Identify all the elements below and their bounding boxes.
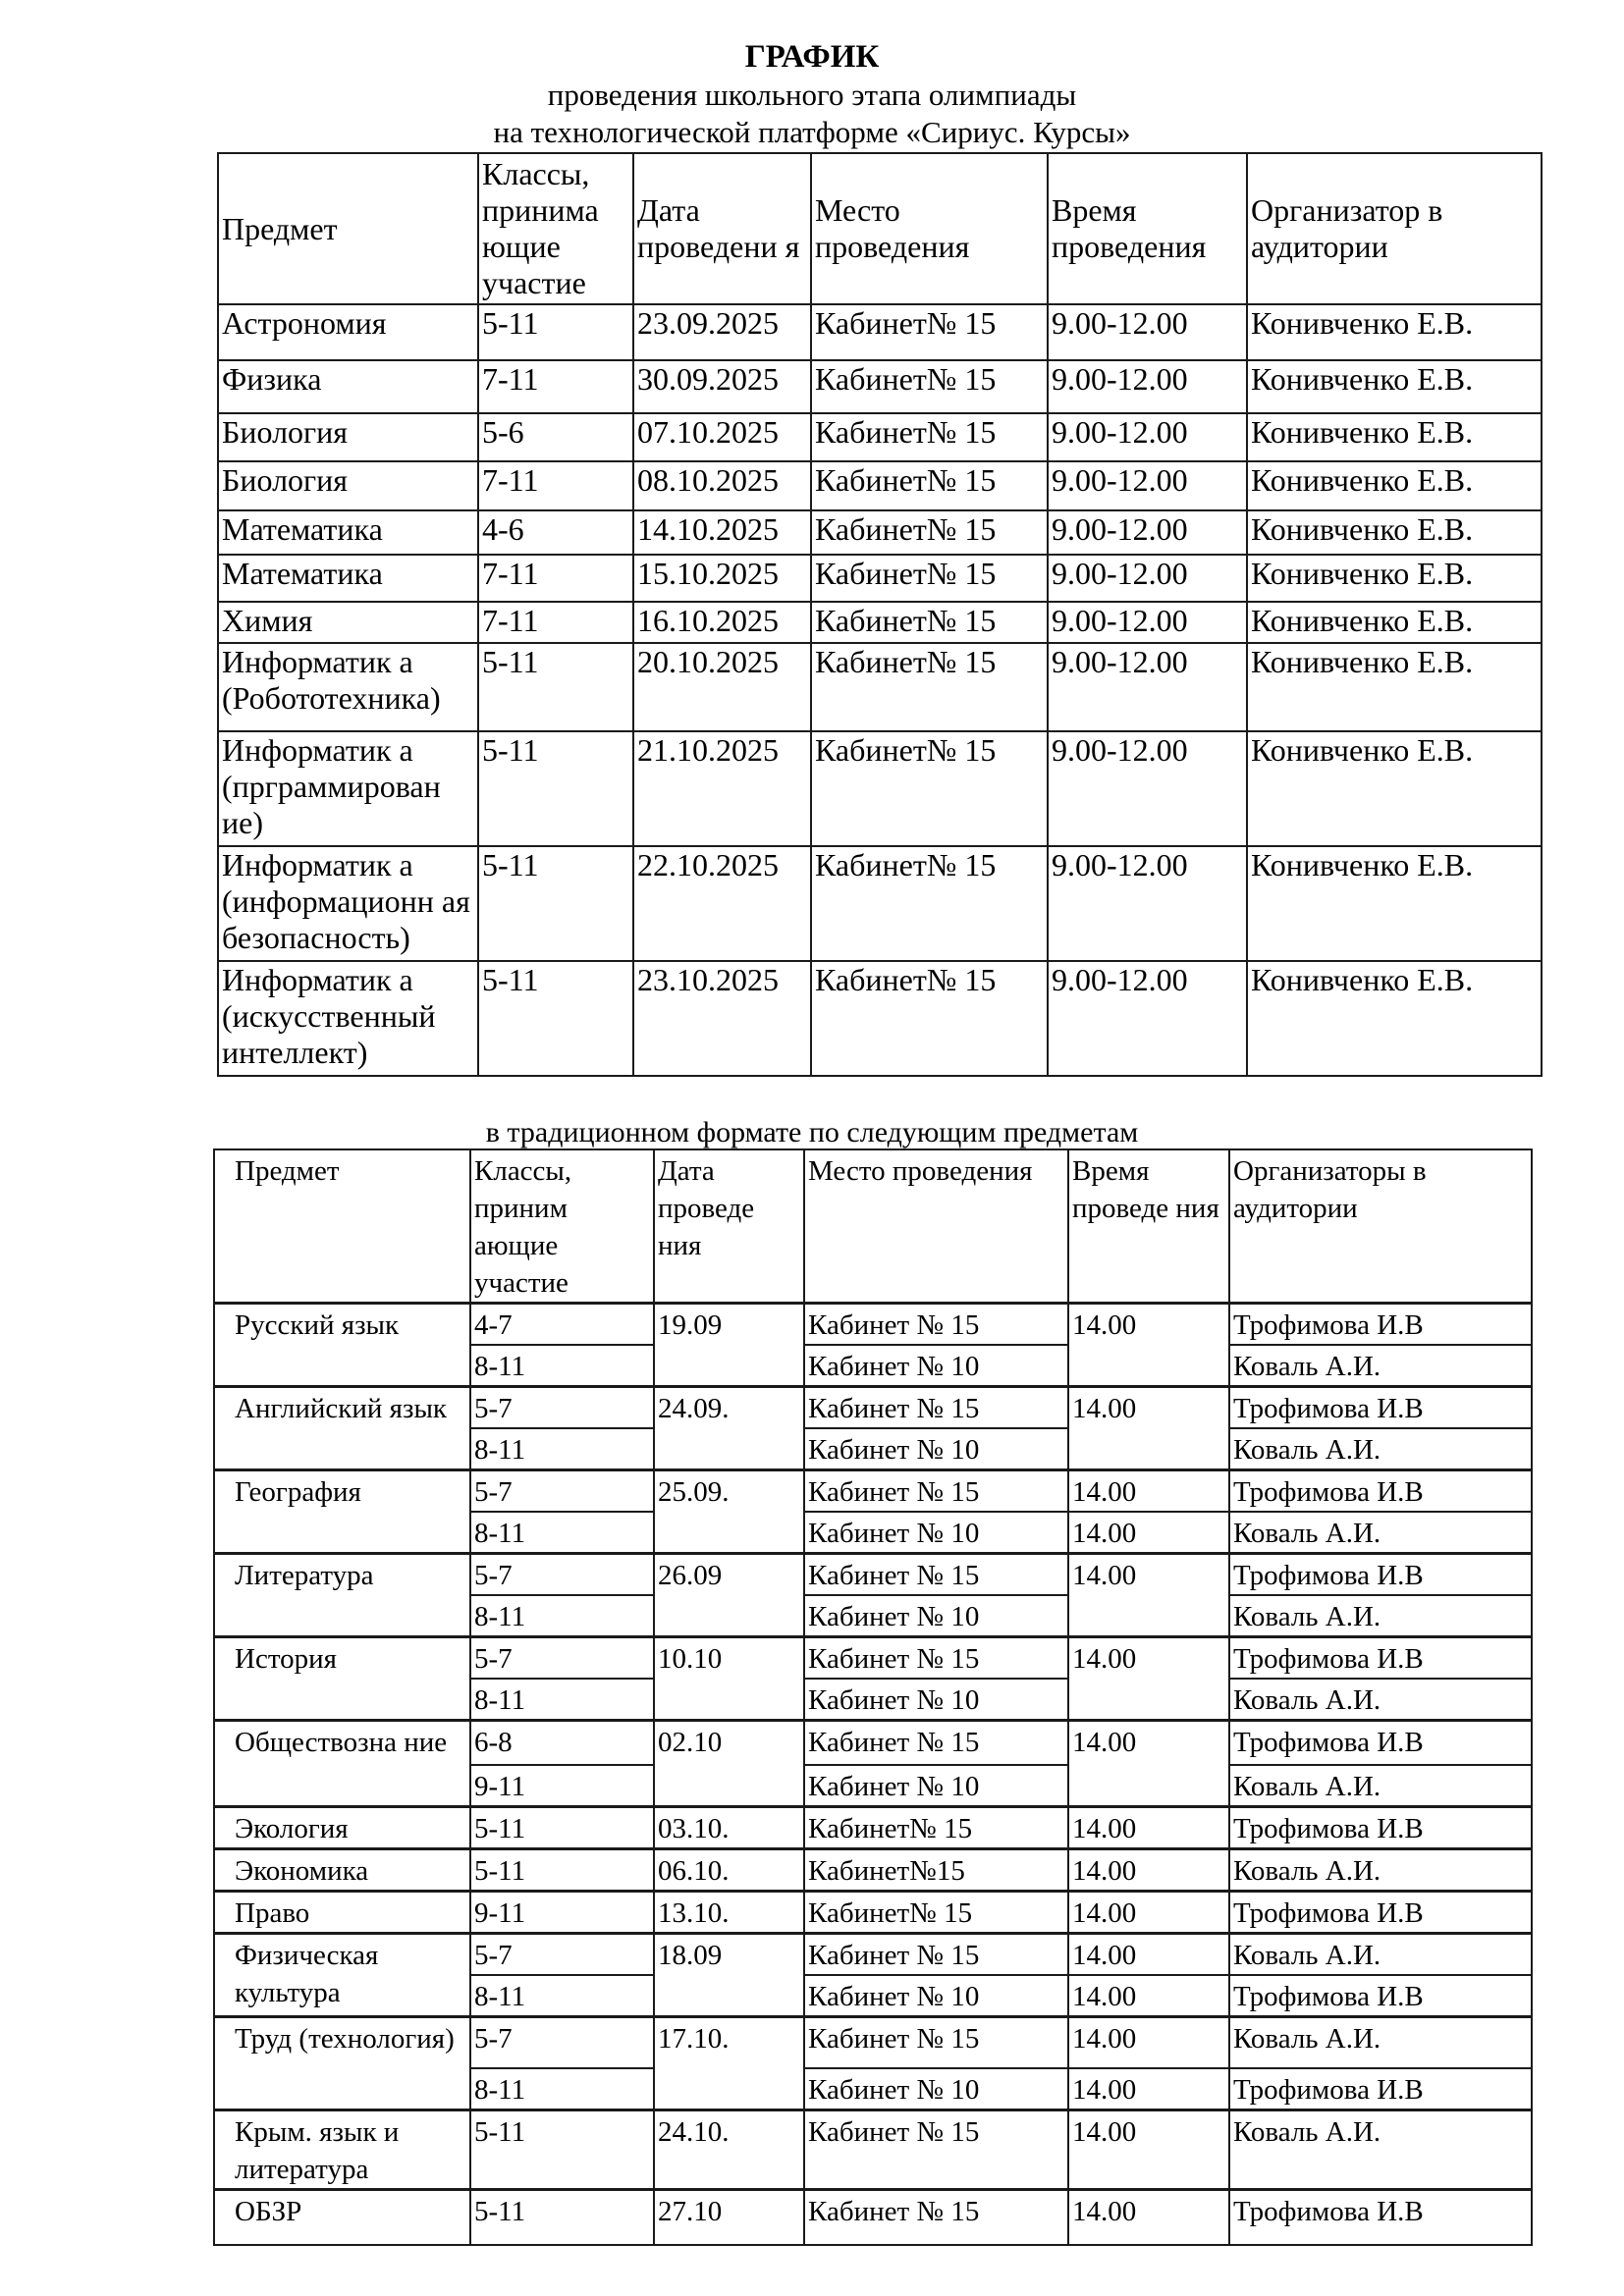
place-cell: Кабинет № 15 xyxy=(804,2189,1068,2245)
date-cell: 18.09 xyxy=(654,1934,804,2017)
grades-cell: 7-11 xyxy=(478,360,633,413)
organizer-cell: Трофимова И.В xyxy=(1229,1892,1532,1934)
date-cell: 27.10 xyxy=(654,2189,804,2245)
time-cell: 9.00-12.00 xyxy=(1048,643,1247,731)
date-cell: 23.10.2025 xyxy=(633,961,811,1076)
organizer-cell: Коваль А.И. xyxy=(1229,1512,1532,1554)
place-cell: Кабинет№ 15 xyxy=(811,360,1048,413)
column-header-place: Место проведения xyxy=(804,1149,1068,1304)
organizer-cell: Коваль А.И. xyxy=(1229,1679,1532,1721)
table-row xyxy=(218,510,1542,555)
table-row xyxy=(214,1304,1532,1346)
organizer-cell: Трофимова И.В xyxy=(1229,1975,1532,2017)
online-olympiad-schedule-table xyxy=(217,152,1543,1077)
organizer-cell: Конивченко Е.В. xyxy=(1247,643,1542,731)
time-cell: 9.00-12.00 xyxy=(1048,602,1247,643)
place-cell: Кабинет№ 15 xyxy=(811,413,1048,461)
date-cell: 16.10.2025 xyxy=(633,602,811,643)
time-cell: 9.00-12.00 xyxy=(1048,961,1247,1076)
grades-cell: 8-11 xyxy=(470,1512,654,1554)
place-cell: Кабинет № 10 xyxy=(804,1428,1068,1470)
table-row xyxy=(214,1470,1532,1513)
place-cell: Кабинет № 15 xyxy=(804,1721,1068,1765)
date-cell: 20.10.2025 xyxy=(633,643,811,731)
time-cell: 14.00 xyxy=(1068,1892,1229,1934)
date-cell: 30.09.2025 xyxy=(633,360,811,413)
subject-cell: Информатик а (искусственный интеллект) xyxy=(218,961,478,1076)
organizer-cell: Трофимова И.В xyxy=(1229,1470,1532,1513)
table-row xyxy=(218,961,1542,1076)
place-cell: Кабинет № 10 xyxy=(804,2068,1068,2110)
table-row xyxy=(218,360,1542,413)
grades-cell: 5-7 xyxy=(470,1554,654,1596)
time-cell: 9.00-12.00 xyxy=(1048,731,1247,846)
organizer-cell: Конивченко Е.В. xyxy=(1247,510,1542,555)
document-subtitle-line2: на технологической платформе «Сириус. Курсы» xyxy=(493,115,1131,149)
time-cell: 9.00-12.00 xyxy=(1048,304,1247,360)
place-cell: Кабинет № 15 xyxy=(804,2017,1068,2068)
grades-cell: 7-11 xyxy=(478,602,633,643)
place-cell: Кабинет № 10 xyxy=(804,1975,1068,2017)
organizer-cell: Коваль А.И. xyxy=(1229,2017,1532,2068)
time-cell: 14.00 xyxy=(1068,1304,1229,1387)
place-cell: Кабинет№ 15 xyxy=(811,510,1048,555)
date-cell: 25.09. xyxy=(654,1470,804,1554)
grades-cell: 5-7 xyxy=(470,1387,654,1429)
organizer-cell: Конивченко Е.В. xyxy=(1247,413,1542,461)
grades-cell: 8-11 xyxy=(470,1975,654,2017)
organizer-cell: Конивченко Е.В. xyxy=(1247,731,1542,846)
table-row xyxy=(214,1807,1532,1849)
time-cell: 14.00 xyxy=(1068,2189,1229,2245)
time-cell: 14.00 xyxy=(1068,1934,1229,1976)
time-cell: 14.00 xyxy=(1068,1470,1229,1513)
date-cell: 13.10. xyxy=(654,1892,804,1934)
place-cell: Кабинет № 10 xyxy=(804,1345,1068,1387)
time-cell: 14.00 xyxy=(1068,1849,1229,1892)
time-cell: 14.00 xyxy=(1068,1637,1229,1721)
date-cell: 19.09 xyxy=(654,1304,804,1387)
organizer-cell: Конивченко Е.В. xyxy=(1247,304,1542,360)
table-row xyxy=(214,2189,1532,2245)
organizer-cell: Конивченко Е.В. xyxy=(1247,846,1542,961)
grades-cell: 8-11 xyxy=(470,1345,654,1387)
place-cell: Кабинет № 15 xyxy=(804,1554,1068,1596)
organizer-cell: Трофимова И.В xyxy=(1229,1721,1532,1765)
subject-cell: История xyxy=(214,1637,470,1721)
table-row xyxy=(218,846,1542,961)
subject-cell: ОБЗР xyxy=(214,2189,470,2245)
time-cell: 9.00-12.00 xyxy=(1048,461,1247,510)
grades-cell: 9-11 xyxy=(470,1765,654,1807)
column-header-subject: Предмет xyxy=(218,153,478,304)
table-header-row xyxy=(214,1149,1532,1304)
date-cell: 14.10.2025 xyxy=(633,510,811,555)
grades-cell: 8-11 xyxy=(470,2068,654,2110)
place-cell: Кабинет№ 15 xyxy=(811,846,1048,961)
place-cell: Кабинет № 10 xyxy=(804,1679,1068,1721)
time-cell: 9.00-12.00 xyxy=(1048,510,1247,555)
place-cell: Кабинет № 15 xyxy=(804,1934,1068,1976)
date-cell: 22.10.2025 xyxy=(633,846,811,961)
subject-cell: Физика xyxy=(218,360,478,413)
grades-cell: 5-7 xyxy=(470,1637,654,1680)
organizer-cell: Конивченко Е.В. xyxy=(1247,961,1542,1076)
grades-cell: 5-11 xyxy=(470,1849,654,1892)
subject-cell: Математика xyxy=(218,510,478,555)
place-cell: Кабинет № 15 xyxy=(804,1637,1068,1680)
grades-cell: 9-11 xyxy=(470,1892,654,1934)
time-cell: 14.00 xyxy=(1068,2068,1229,2110)
date-cell: 10.10 xyxy=(654,1637,804,1721)
organizer-cell: Трофимова И.В xyxy=(1229,1387,1532,1429)
place-cell: Кабинет № 10 xyxy=(804,1595,1068,1637)
date-cell: 24.09. xyxy=(654,1387,804,1470)
organizer-cell: Конивченко Е.В. xyxy=(1247,602,1542,643)
time-cell: 14.00 xyxy=(1068,1554,1229,1637)
grades-cell: 4-6 xyxy=(478,510,633,555)
organizer-cell: Трофимова И.В xyxy=(1229,1304,1532,1346)
subject-cell: Экология xyxy=(214,1807,470,1849)
date-cell: 07.10.2025 xyxy=(633,413,811,461)
time-cell: 14.00 xyxy=(1068,1807,1229,1849)
time-cell: 9.00-12.00 xyxy=(1048,555,1247,602)
grades-cell: 7-11 xyxy=(478,555,633,602)
column-header-grades: Классы, приним ающие участие xyxy=(470,1149,654,1304)
grades-cell: 5-11 xyxy=(478,643,633,731)
organizer-cell: Трофимова И.В xyxy=(1229,1637,1532,1680)
subject-cell: Информатик а (информационн ая безопасность) xyxy=(218,846,478,961)
date-cell: 15.10.2025 xyxy=(633,555,811,602)
table-row xyxy=(214,1849,1532,1892)
organizer-cell: Коваль А.И. xyxy=(1229,1345,1532,1387)
column-header-subject: Предмет xyxy=(214,1149,470,1304)
date-cell: 06.10. xyxy=(654,1849,804,1892)
place-cell: Кабинет№ 15 xyxy=(811,602,1048,643)
grades-cell: 5-11 xyxy=(470,2189,654,2245)
place-cell: Кабинет № 10 xyxy=(804,1512,1068,1554)
table-row xyxy=(218,304,1542,360)
subject-cell: Информатик а (Робототехника) xyxy=(218,643,478,731)
place-cell: Кабинет№ 15 xyxy=(811,461,1048,510)
subject-cell: Информатик а (прграммирован ие) xyxy=(218,731,478,846)
subject-cell: География xyxy=(214,1470,470,1554)
column-header-time: Время проведе ния xyxy=(1068,1149,1229,1304)
grades-cell: 5-11 xyxy=(478,304,633,360)
date-cell: 08.10.2025 xyxy=(633,461,811,510)
date-cell: 03.10. xyxy=(654,1807,804,1849)
grades-cell: 5-6 xyxy=(478,413,633,461)
subject-cell: Литература xyxy=(214,1554,470,1637)
grades-cell: 5-11 xyxy=(478,846,633,961)
time-cell: 14.00 xyxy=(1068,1975,1229,2017)
column-header-organizer: Организатор в аудитории xyxy=(1247,153,1542,304)
organizer-cell: Трофимова И.В xyxy=(1229,2189,1532,2245)
grades-cell: 8-11 xyxy=(470,1428,654,1470)
organizer-cell: Конивченко Е.В. xyxy=(1247,555,1542,602)
place-cell: Кабинет № 15 xyxy=(804,2109,1068,2189)
grades-cell: 5-7 xyxy=(470,1470,654,1513)
subject-cell: Экономика xyxy=(214,1849,470,1892)
table-row xyxy=(218,602,1542,643)
table-header-row xyxy=(218,153,1542,304)
table-row xyxy=(214,1387,1532,1429)
grades-cell: 5-11 xyxy=(478,961,633,1076)
subject-cell: Биология xyxy=(218,413,478,461)
place-cell: Кабинет№ 15 xyxy=(804,1807,1068,1849)
date-cell: 17.10. xyxy=(654,2017,804,2110)
place-cell: Кабинет№ 15 xyxy=(811,731,1048,846)
time-cell: 14.00 xyxy=(1068,1387,1229,1470)
subject-cell: Химия xyxy=(218,602,478,643)
subject-cell: Математика xyxy=(218,555,478,602)
place-cell: Кабинет № 15 xyxy=(804,1470,1068,1513)
grades-cell: 5-11 xyxy=(478,731,633,846)
organizer-cell: Коваль А.И. xyxy=(1229,1849,1532,1892)
table-row xyxy=(218,413,1542,461)
table-row xyxy=(214,2109,1532,2189)
subject-cell: Право xyxy=(214,1892,470,1934)
time-cell: 14.00 xyxy=(1068,1512,1229,1554)
date-cell: 02.10 xyxy=(654,1721,804,1807)
traditional-olympiad-schedule-table xyxy=(213,1148,1533,2246)
date-cell: 21.10.2025 xyxy=(633,731,811,846)
subject-cell: Физическая культура xyxy=(214,1934,470,2017)
table-row xyxy=(214,1892,1532,1934)
subject-cell: Крым. язык и литература xyxy=(214,2109,470,2189)
grades-cell: 8-11 xyxy=(470,1595,654,1637)
column-header-date: Дата проведе ния xyxy=(654,1149,804,1304)
subject-cell: Русский язык xyxy=(214,1304,470,1387)
time-cell: 14.00 xyxy=(1068,2109,1229,2189)
organizer-cell: Коваль А.И. xyxy=(1229,2109,1532,2189)
place-cell: Кабинет№ 15 xyxy=(811,643,1048,731)
document-title: ГРАФИК xyxy=(744,39,880,75)
time-cell: 14.00 xyxy=(1068,1721,1229,1807)
place-cell: Кабинет № 15 xyxy=(804,1387,1068,1429)
table-row xyxy=(218,731,1542,846)
date-cell: 26.09 xyxy=(654,1554,804,1637)
time-cell: 14.00 xyxy=(1068,2017,1229,2068)
organizer-cell: Коваль А.И. xyxy=(1229,1595,1532,1637)
date-cell: 24.10. xyxy=(654,2109,804,2189)
column-header-date: Дата проведени я xyxy=(633,153,811,304)
subject-cell: Биология xyxy=(218,461,478,510)
subject-cell: Обществозна ние xyxy=(214,1721,470,1807)
grades-cell: 8-11 xyxy=(470,1679,654,1721)
date-cell: 23.09.2025 xyxy=(633,304,811,360)
table-row xyxy=(214,1721,1532,1765)
organizer-cell: Конивченко Е.В. xyxy=(1247,461,1542,510)
time-cell: 9.00-12.00 xyxy=(1048,360,1247,413)
grades-cell: 5-11 xyxy=(470,2109,654,2189)
table-row xyxy=(218,555,1542,602)
table-row xyxy=(218,461,1542,510)
place-cell: Кабинет№ 15 xyxy=(811,304,1048,360)
column-header-time: Время проведения xyxy=(1048,153,1247,304)
grades-cell: 5-7 xyxy=(470,2017,654,2068)
grades-cell: 4-7 xyxy=(470,1304,654,1346)
place-cell: Кабинет № 15 xyxy=(804,1304,1068,1346)
place-cell: Кабинет№ 15 xyxy=(811,555,1048,602)
time-cell: 9.00-12.00 xyxy=(1048,413,1247,461)
organizer-cell: Конивченко Е.В. xyxy=(1247,360,1542,413)
place-cell: Кабинет№15 xyxy=(804,1849,1068,1892)
grades-cell: 5-7 xyxy=(470,1934,654,1976)
organizer-cell: Трофимова И.В xyxy=(1229,1554,1532,1596)
table-row xyxy=(214,1934,1532,1976)
subject-cell: Астрономия xyxy=(218,304,478,360)
grades-cell: 5-11 xyxy=(470,1807,654,1849)
organizer-cell: Коваль А.И. xyxy=(1229,1765,1532,1807)
table-row xyxy=(214,1554,1532,1596)
place-cell: Кабинет№ 15 xyxy=(804,1892,1068,1934)
organizer-cell: Трофимова И.В xyxy=(1229,2068,1532,2110)
place-cell: Кабинет № 10 xyxy=(804,1765,1068,1807)
grades-cell: 7-11 xyxy=(478,461,633,510)
organizer-cell: Коваль А.И. xyxy=(1229,1934,1532,1976)
table-row xyxy=(214,1637,1532,1680)
column-header-organizers: Организаторы в аудитории xyxy=(1229,1149,1532,1304)
table-row xyxy=(214,2017,1532,2068)
column-header-place: Место проведения xyxy=(811,153,1048,304)
document-subtitle-line1: проведения школьного этапа олимпиады xyxy=(547,78,1077,112)
subject-cell: Труд (технология) xyxy=(214,2017,470,2110)
section-heading-traditional: в традиционном формате по следующим предметам xyxy=(485,1116,1139,1148)
organizer-cell: Коваль А.И. xyxy=(1229,1428,1532,1470)
grades-cell: 6-8 xyxy=(470,1721,654,1765)
organizer-cell: Трофимова И.В xyxy=(1229,1807,1532,1849)
column-header-grades: Классы, принима ющие участие xyxy=(478,153,633,304)
place-cell: Кабинет№ 15 xyxy=(811,961,1048,1076)
subject-cell: Английский язык xyxy=(214,1387,470,1470)
time-cell: 9.00-12.00 xyxy=(1048,846,1247,961)
table-row xyxy=(218,643,1542,731)
